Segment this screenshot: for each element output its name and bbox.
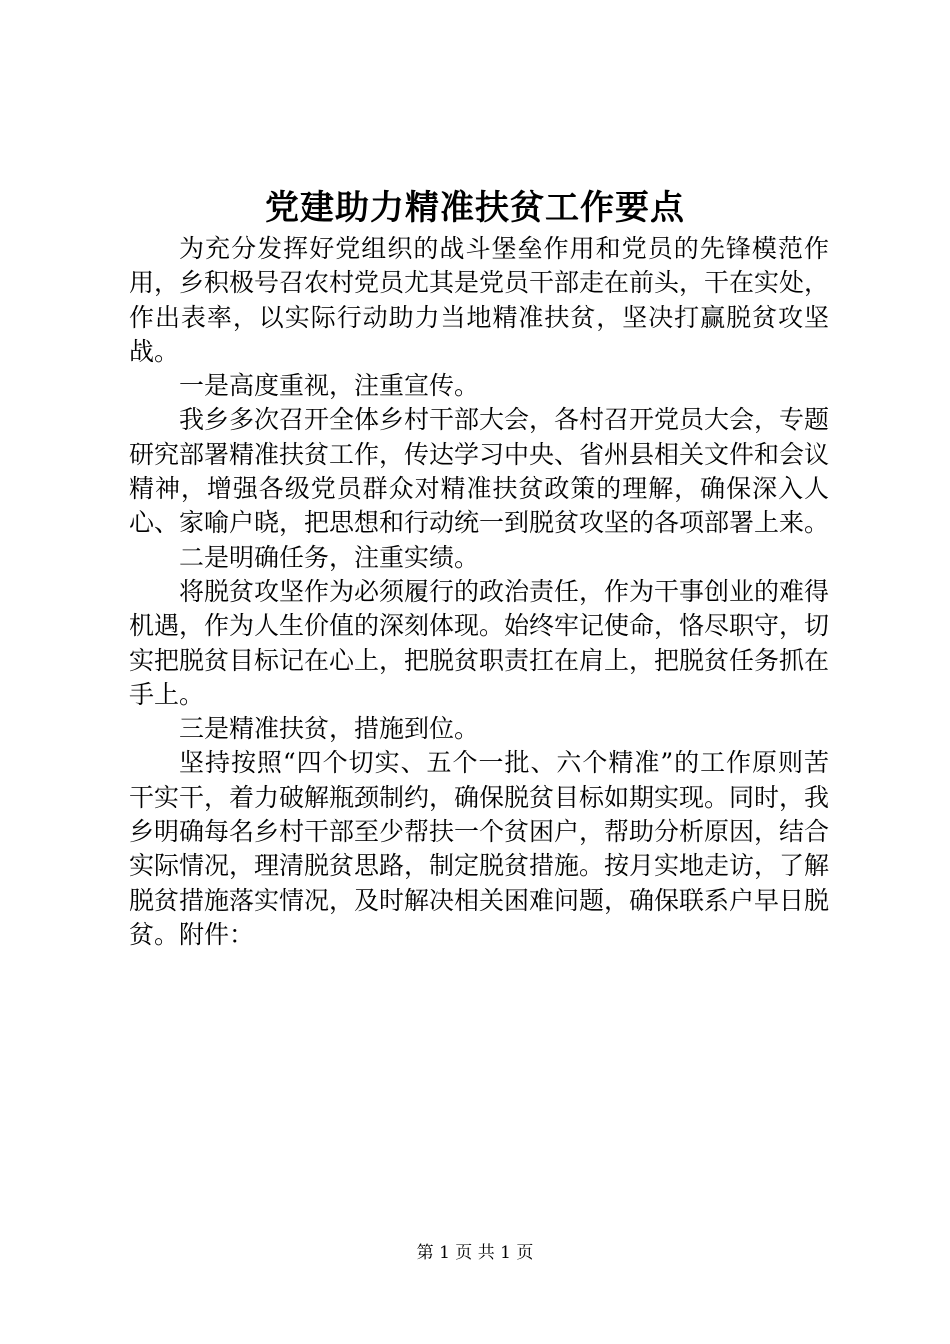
page-number-footer: 第 1 页 共 1 页 — [416, 1243, 534, 1263]
section-heading-2: 二是明确任务，注重实绩。 — [179, 542, 480, 572]
paragraph-section-2: 将脱贫攻坚作为必须履行的政治责任，作为干事创业的难得机遇，作为人生价值的深刻体现。始终牢记使命，恪尽职守，切实把脱贫目标记在心上，把脱贫职责扛在肩上，把脱贫任务抓在手上。 — [129, 576, 830, 709]
paragraph-section-1: 我乡多次召开全体乡村干部大会，各村召开党员大会，专题研究部署精准扶贫工作，传达学习中央、省州县相关文件和会议精神，增强各级党员群众对精准扶贫政策的理解，确保深入人心、家喻户晓，把思想和行动统一到脱贫攻坚的各项部署上来。 — [129, 405, 830, 538]
section-heading-1: 一是高度重视，注重宣传。 — [179, 371, 480, 401]
section-heading-3: 三是精准扶贫，措施到位。 — [179, 714, 480, 744]
document-title: 党建助力精准扶贫工作要点 — [265, 188, 685, 228]
paragraph-section-3: 坚持按照“四个切实、五个一批、六个精准”的工作原则苦干实干，着力破解瓶颈制约，确保脱贫目标如期实现。同时，我乡明确每名乡村干部至少帮扶一个贫困户，帮助分析原因，结合实际情况，理清脱贫思路，制定脱贫措施。按月实地走访，了解脱贫措施落实情况，及时解决相关困难问题，确保联系户早日脱贫。附件： — [129, 748, 830, 949]
document-body — [129, 232, 829, 952]
paragraph-intro: 为充分发挥好党组织的战斗堡垒作用和党员的先锋模范作用，乡积极号召农村党员尤其是党员干部走在前头，干在实处，作出表率，以实际行动助力当地精准扶贫，坚决打赢脱贫攻坚战。 — [129, 234, 830, 366]
